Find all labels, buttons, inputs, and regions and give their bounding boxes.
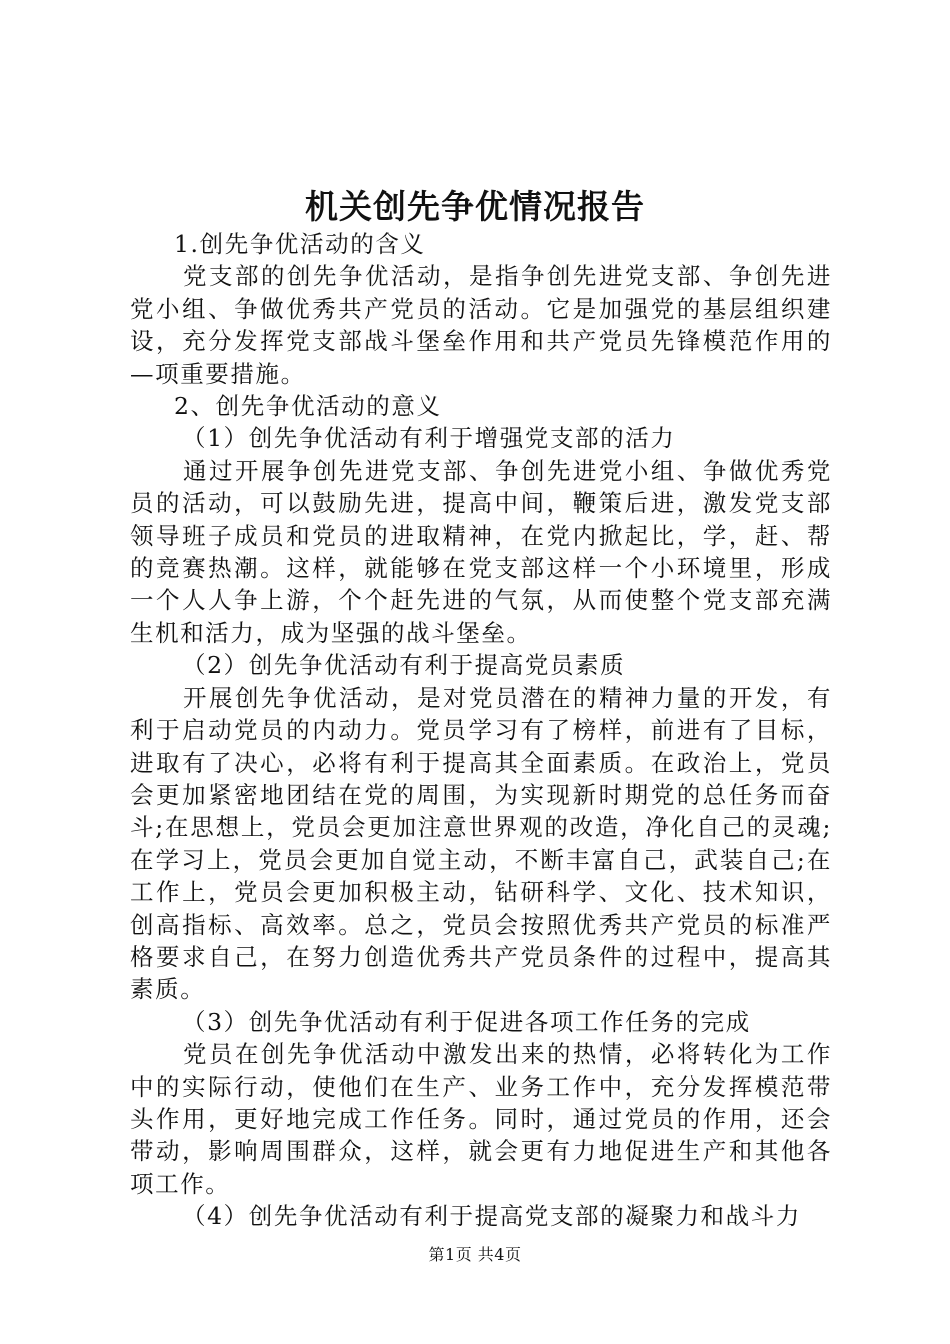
subsection-heading: （2）创先争优活动有利于提高党员素质 xyxy=(182,651,626,680)
section-heading: 2、创先争优活动的意义 xyxy=(174,392,442,421)
document-body xyxy=(130,228,832,1233)
subsection-heading: （1）创先争优活动有利于增强党支部的活力 xyxy=(182,424,676,453)
page-footer: 第1页 共4页 xyxy=(428,1245,522,1264)
page-title: 机关创先争优情况报告 xyxy=(305,187,645,226)
body-paragraph: 党员在创先争优活动中激发出来的热情，必将转化为工作中的实际行动，使他们在生产、业务工作中，充分发挥模范带头作用，更好地完成工作任务。同时，通过党员的作用，还会带动，影响周围群众，这样，就会更有力地促进生产和其他各项工作。 xyxy=(130,1040,832,1198)
body-paragraph: 通过开展争创先进党支部、争创先进党小组、争做优秀党员的活动，可以鼓励先进，提高中间，鞭策后进，激发党支部领导班子成员和党员的进取精神，在党内掀起比，学，赶、帮的竞赛热潮。这样，就能够在党支部这样一个小环境里，形成一个人人争上游，个个赶先进的气氛，从而使整个党支部充满生机和活力，成为坚强的战斗堡垒。 xyxy=(130,456,832,647)
section-heading: 1.创先争优活动的含义 xyxy=(174,230,426,258)
subsection-heading: （4）创先争优活动有利于提高党支部的凝聚力和战斗力 xyxy=(182,1202,801,1231)
body-paragraph: 开展创先争优活动，是对党员潜在的精神力量的开发，有利于启动党员的内动力。党员学习有了榜样，前进有了目标，进取有了决心，必将有利于提高其全面素质。在政治上，党员会更加紧密地团结在党的周围，为实现新时期党的总任务而奋斗;在思想上，党员会更加注意世界观的改造，净化自己的灵魂;在学习上，党员会更加自觉主动，不断丰富自己，武装自己;在工作上，党员会更加积极主动，钻研科学、文化、技术知识，创高指标、高效率。总之，党员会按照优秀共产党员的标准严格要求自己，在努力创造优秀共产党员条件的过程中，提高其素质。 xyxy=(130,683,832,1004)
body-paragraph: 党支部的创先争优活动，是指争创先进党支部、争创先进党小组、争做优秀共产党员的活动。它是加强党的基层组织建设，充分发挥党支部战斗堡垒作用和共产党员先锋模范作用的—项重要措施。 xyxy=(130,262,832,388)
subsection-heading: （3）创先争优活动有利于促进各项工作任务的完成 xyxy=(182,1007,751,1036)
